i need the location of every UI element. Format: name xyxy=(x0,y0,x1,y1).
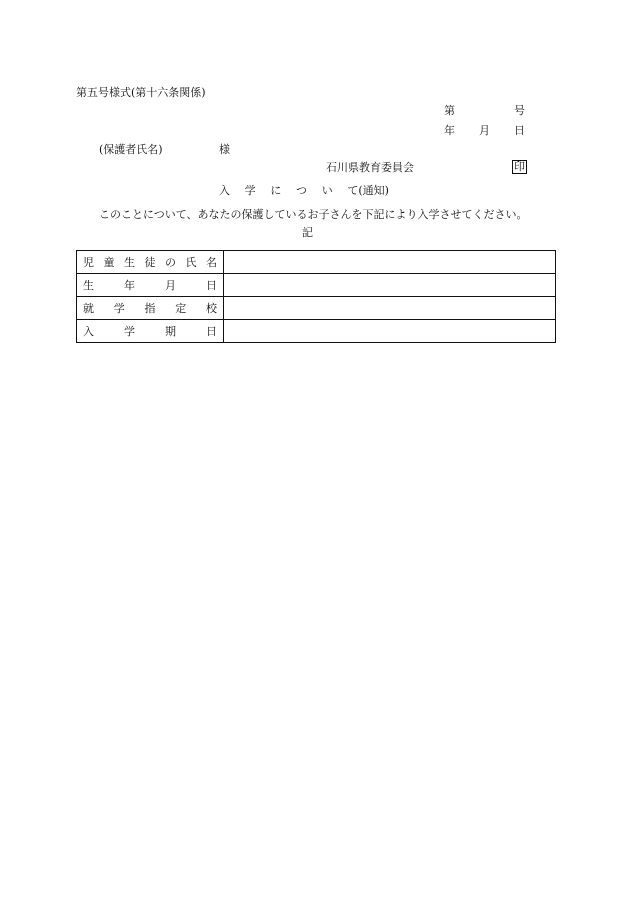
label-cell-student-name xyxy=(77,251,224,274)
label-char: 生 xyxy=(124,256,135,269)
label-char: 徒 xyxy=(144,256,156,269)
label-char: 指 xyxy=(144,302,156,315)
record-table xyxy=(76,250,556,343)
document-number-prefix: 第 xyxy=(444,104,455,117)
label-char: 名 xyxy=(206,256,217,269)
document-number-suffix: 号 xyxy=(514,104,525,117)
title-char: 入 xyxy=(219,184,230,197)
seal-mark: 印 xyxy=(514,160,525,173)
value-cell-designated-school[interactable] xyxy=(224,297,556,320)
sender-name: 石川県教育委員会 xyxy=(326,161,414,174)
label-char: 児 xyxy=(83,256,94,269)
date-month: 月 xyxy=(479,124,490,137)
table-row xyxy=(77,297,556,320)
label-char: 校 xyxy=(206,302,217,315)
value-cell-birth-date[interactable] xyxy=(224,274,556,297)
title-char: つ xyxy=(296,184,308,197)
recipient-honorific: 様 xyxy=(219,143,230,156)
title-char: 学 xyxy=(244,184,256,197)
label-char: の xyxy=(165,256,176,269)
label-char: 月 xyxy=(165,279,176,292)
date-year: 年 xyxy=(444,124,455,137)
ki-label: 記 xyxy=(302,226,313,239)
recipient-name-placeholder: (保護者氏名) xyxy=(99,143,163,156)
label-char: 日 xyxy=(206,325,217,338)
label-char: 氏 xyxy=(185,256,197,269)
label-cell-designated-school xyxy=(77,297,224,320)
form-header: 第五号様式(第十六条関係) xyxy=(76,86,206,99)
title-tail: て(通知) xyxy=(347,184,389,197)
label-char: 年 xyxy=(124,279,135,292)
document-title xyxy=(219,184,389,197)
label-cell-admission-date xyxy=(77,320,224,343)
body-text: このことについて、あなたの保護しているお子さんを下記により入学させてください。 xyxy=(99,208,528,221)
label-char: 学 xyxy=(124,325,135,338)
label-char: 定 xyxy=(175,302,187,315)
value-cell-admission-date[interactable] xyxy=(224,320,556,343)
label-char: 入 xyxy=(83,325,94,338)
title-char: に xyxy=(270,184,282,197)
label-char: 就 xyxy=(83,302,94,315)
label-char: 日 xyxy=(206,279,217,292)
label-char: 期 xyxy=(165,325,176,338)
label-char: 生 xyxy=(83,279,94,292)
label-cell-birth-date xyxy=(77,274,224,297)
table-row xyxy=(77,274,556,297)
date-day: 日 xyxy=(514,124,525,137)
table-row xyxy=(77,320,556,343)
title-char: い xyxy=(321,184,333,197)
table-row xyxy=(77,251,556,274)
label-char: 学 xyxy=(113,302,125,315)
label-char: 童 xyxy=(103,256,115,269)
value-cell-student-name[interactable] xyxy=(224,251,556,274)
